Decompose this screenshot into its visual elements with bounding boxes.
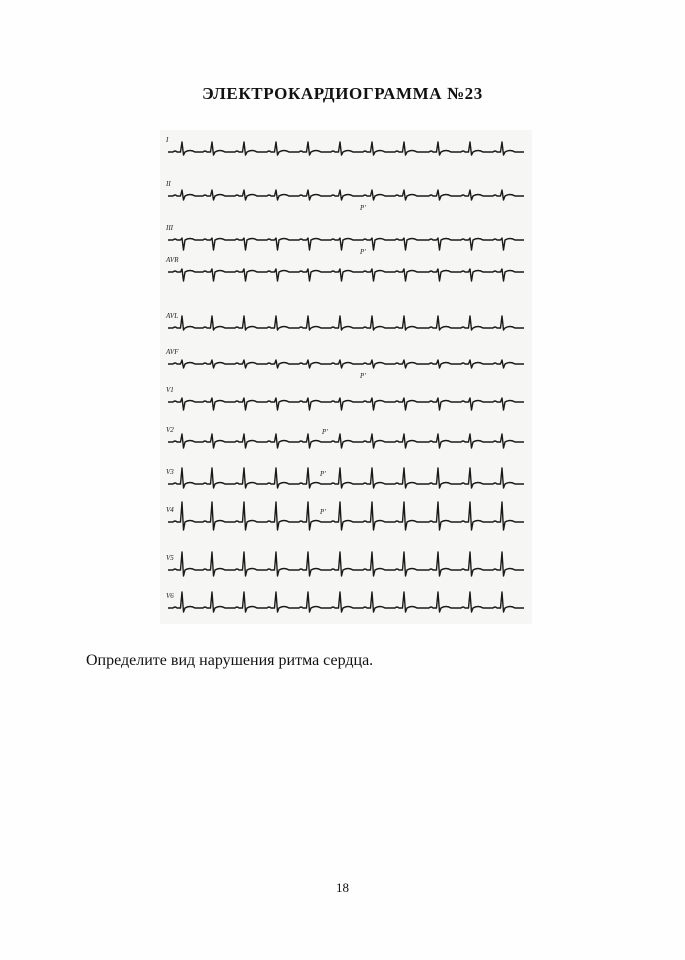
p-prime-annotation: P' xyxy=(320,470,326,478)
lead-label-v5: V5 xyxy=(166,554,174,562)
lead-label-v6: V6 xyxy=(166,592,174,600)
lead-label-avl: AVL xyxy=(166,312,179,320)
lead-label-avf: AVF xyxy=(166,348,179,356)
question-text: Определите вид нарушения ритма сердца. xyxy=(86,652,374,669)
lead-label-v4: V4 xyxy=(166,506,174,514)
page-number: 18 xyxy=(336,880,349,895)
p-prime-annotation: P' xyxy=(322,428,328,436)
ecg-paper xyxy=(160,130,532,624)
p-prime-annotation: P' xyxy=(360,372,366,380)
lead-label-v3: V3 xyxy=(166,468,174,476)
ecg-figure xyxy=(160,130,532,624)
lead-label-i: I xyxy=(166,136,169,144)
lead-label-iii: III xyxy=(166,224,173,232)
p-prime-annotation: P' xyxy=(360,248,366,256)
p-prime-annotation: P' xyxy=(360,204,366,212)
lead-label-avr: AVR xyxy=(166,256,179,264)
ecg-tracing xyxy=(160,130,532,624)
lead-label-v2: V2 xyxy=(166,426,174,434)
lead-label-ii: II xyxy=(166,180,171,188)
p-prime-annotation: P' xyxy=(320,508,326,516)
lead-label-v1: V1 xyxy=(166,386,174,394)
page-title: ЭЛЕКТРОКАРДИОГРАММА №23 xyxy=(202,84,483,103)
